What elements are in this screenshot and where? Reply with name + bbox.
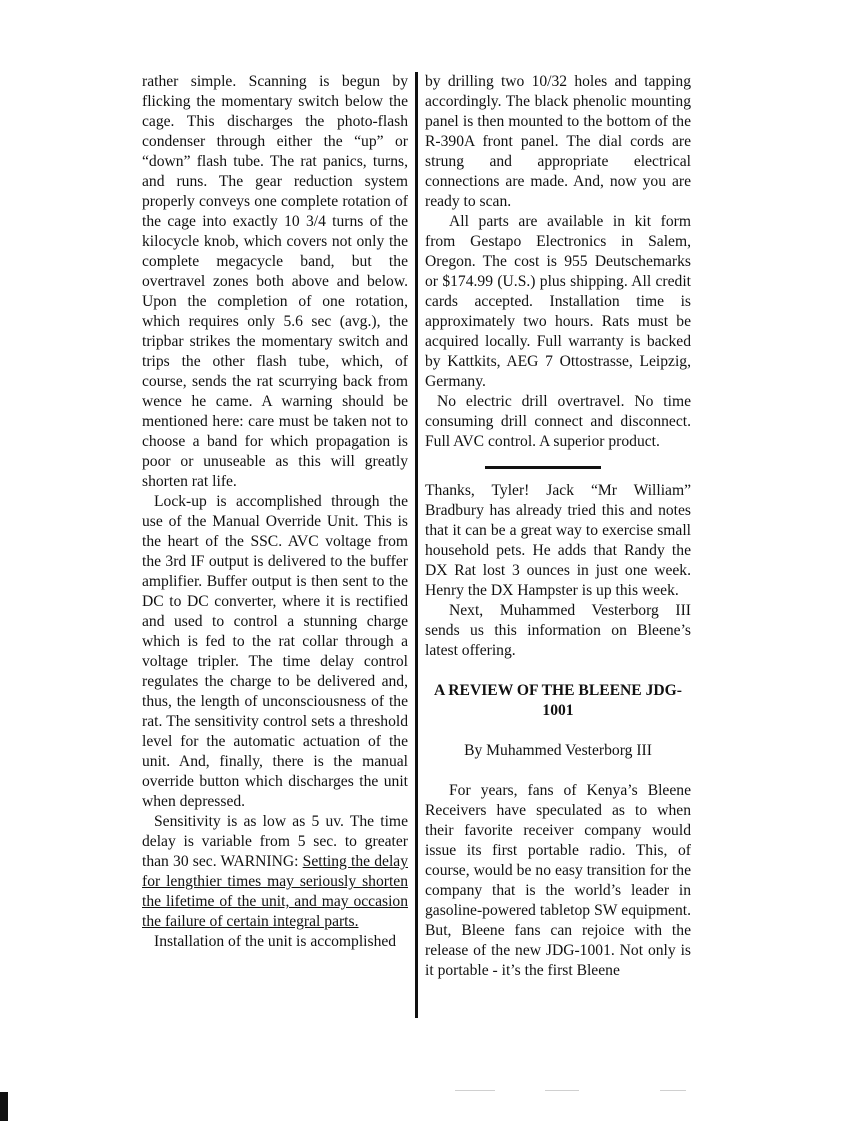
paragraph: rather simple. Scanning is begun by flicking the momentary switch below the cage. This discharges the photo-flash condenser through either the “up” or “down” flash tube. The rat panics, turns, and runs. The gear reduction system properly conveys one complete rotation of the cage into exactly 10 3/4 turns of the kilocycle knob, which covers not only the complete megacycle band, but the overtravel zones both above and below. Upon the completion of one rotation, which requires only 5.6 sec (avg.), the tripbar strikes the momentary switch and trips the other flash tube, which, of course, sends the rat scurrying back from wence he came. A warning should be mentioned here: care must be taken not to choose a band for which propagation is poor or unuseable as this will greatly shorten rat life. xyxy=(142,73,408,490)
warning-underlined-text: Setting the delay for lengthier times may seriously shorten the lifetime of the unit, and may occasion the failure of certain integral parts. xyxy=(142,853,408,930)
article-heading: A REVIEW OF THE BLEENE JDG-1001 xyxy=(434,682,682,719)
paragraph: No electric drill overtravel. No time consuming drill connect and disconnect. Full AVC control. A superior product. xyxy=(425,393,691,450)
scan-artifact xyxy=(455,1090,495,1091)
section-separator xyxy=(485,466,601,469)
scan-artifact xyxy=(545,1090,579,1091)
paragraph: Thanks, Tyler! Jack “Mr William” Bradbury has already tried this and notes that it can be a great way to exercise small household pets. He adds that Randy the DX Rat lost 3 ounces in just one week. Henry the DX Hampster is up this week. xyxy=(425,482,691,599)
column-divider xyxy=(415,72,418,1018)
scan-edge-mark xyxy=(0,1092,8,1121)
paragraph-text: Sensitivity is as low as 5 uv. The time delay is variable from 5 sec. to greater than 30 sec. WARNING: xyxy=(142,813,408,870)
paragraph: For years, fans of Kenya’s Bleene Receivers have speculated as to when their favorite receiver company would issue its first portable radio. This, of course, would be no easy transition for the company that is the world’s leader in gasoline-powered tabletop SW equipment. But, Bleene fans can rejoice with the release of the new JDG-1001. Not only is it portable - it’s the first Bleene xyxy=(425,782,691,979)
scan-artifact xyxy=(660,1090,686,1091)
left-column xyxy=(142,72,408,952)
paragraph: Installation of the unit is accomplished xyxy=(154,933,397,950)
article-byline: By Muhammed Vesterborg III xyxy=(464,742,652,759)
paragraph: by drilling two 10/32 holes and tapping accordingly. The black phenolic mounting panel is then mounted to the bottom of the R-390A front panel. The dial cords are strung and appropriate electrical connections are made. And, now you are ready to scan. xyxy=(425,73,691,210)
paragraph xyxy=(142,812,408,932)
paragraph: Next, Muhammed Vesterborg III sends us this information on Bleene’s latest offering. xyxy=(425,602,691,659)
paragraph: Lock-up is accomplished through the use of the Manual Override Unit. This is the heart of the SSC. AVC voltage from the 3rd IF output is delivered to the buffer amplifier. Buffer output is then sent to the DC to DC converter, where it is rectified and used to control a stunning charge which is fed to the rat collar through a voltage tripler. The time delay control regulates the charge to be delivered and, thus, the length of unconsciousness of the rat. The sensitivity control sets a threshold level for the automatic actuation of the unit. And, finally, there is the manual override button which discharges the unit when depressed. xyxy=(142,493,408,810)
paragraph: All parts are available in kit form from Gestapo Electronics in Salem, Oregon. The cost is 955 Deutschemarks or $174.99 (U.S.) plus shipping. All credit cards accepted. Installation time is approximately two hours. Rats must be acquired locally. Full warranty is backed by Kattkits, AEG 7 Ottostrasse, Leipzig, Germany. xyxy=(425,213,691,390)
right-column xyxy=(425,72,691,981)
